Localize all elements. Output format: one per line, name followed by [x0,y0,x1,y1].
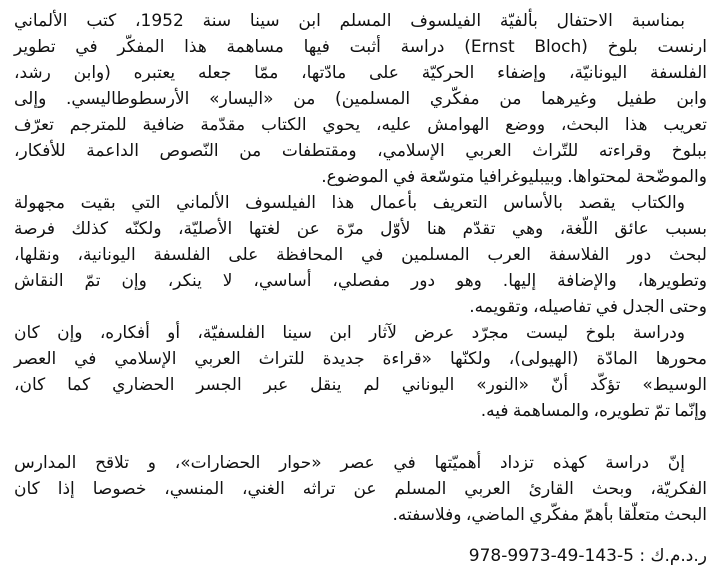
paragraph-2-line-2: بسبب عائق اللّغة، وهي تقدّم هنا لأوّل مرّة عن لغتها الأصليّة، ولكنّه كذلك فرصة [14,219,707,239]
paragraph-3-line-2: محورها المادّة (الهيولى)، ولكنّها «قراءة جديدة للتراث العربي الإسلامي في العصر [14,349,707,369]
paragraph-3-line-3: الوسيط» تؤكّد أنّ «النور» اليوناني لم ينقل عبر الجسر الحضاري كما كان، [14,375,707,395]
paragraph-1-line-1: بمناسبة الاحتفال بألفيّة الفيلسوف المسلم ابن سينا سنة 1952، كتب الألماني [14,11,685,31]
paragraph-4-line-2: الفكريّة، وبحث القارئ العربي المسلم عن تراثه الغني، المنسي، خصوصا إذا كان [14,479,707,499]
paragraph-2-line-1: والكتاب يقصد بالأساس التعريف بأعمال هذا الفيلسوف الألماني التي بقيت مجهولة [14,193,685,213]
paragraph-4-line-1: إنّ دراسة كهذه تزداد أهميّتها في عصر «حوار الحضارات»، و تلاقح المدارس [14,453,685,473]
paragraph-1-line-4: وابن طفيل وغيرهما من مفكّري المسلمين) من «اليسار» الأرسطوطاليسي. وإلى [14,89,707,109]
paragraph-1-line-6: ببلوخ وقراءته للتّراث العربي الإسلامي، ومقتطفات من النّصوص الداعمة للأفكار، [14,141,707,161]
paragraph-1-line-7: والموضّحة لمحتواها. وبيبليوغرافيا متوسّعة في الموضوع. [321,167,707,187]
paragraph-1-line-3: الفلسفة اليونانيّة، وإضفاء الحركيّة على مادّتها، ممّا جعله يعتبره (وابن رشد، [14,63,707,83]
paragraph-4-line-3: البحث متعلّقا بأهمّ مفكّري الماضي، وفلاسفته. [392,505,707,525]
isbn-label: ر.د.م.ك : [639,546,707,566]
paragraph-2-line-4: وتطويرها، والإضافة إليها. وهو دور مفصلي، أساسي، لا ينكر، وإن تمّ النقاش [14,271,707,291]
paragraph-1-line-5: تعريب هذا البحث، ووضع الهوامش عليه، يحوي الكتاب مقدّمة ضافية للمترجم تعرّف [14,115,707,135]
paragraph-2-line-3: لبحث دور الفلاسفة العرب المسلمين في المحافظة على الفلسفة اليونانية، ونقلها، [14,245,707,265]
paragraph-3-line-1: ودراسة بلوخ ليست مجرّد عرض لآثار ابن سينا الفلسفيّة، أو أفكاره، وإن كان [14,323,685,343]
paragraph-3-line-4: وإنّما تمّ تطويره، والمساهمة فيه. [480,401,707,421]
paragraph-1-line-2: ارنست بلوخ (Ernst Bloch) دراسة أثبت فيها مساهمة هذا المفكّر في تطوير [14,37,707,57]
paragraph-2-line-5: وحتى الجدل في تفاصيله، وتقويمه. [469,297,707,317]
isbn-value: 978-9973-49-143-5 [468,546,634,566]
isbn-line [469,543,707,569]
